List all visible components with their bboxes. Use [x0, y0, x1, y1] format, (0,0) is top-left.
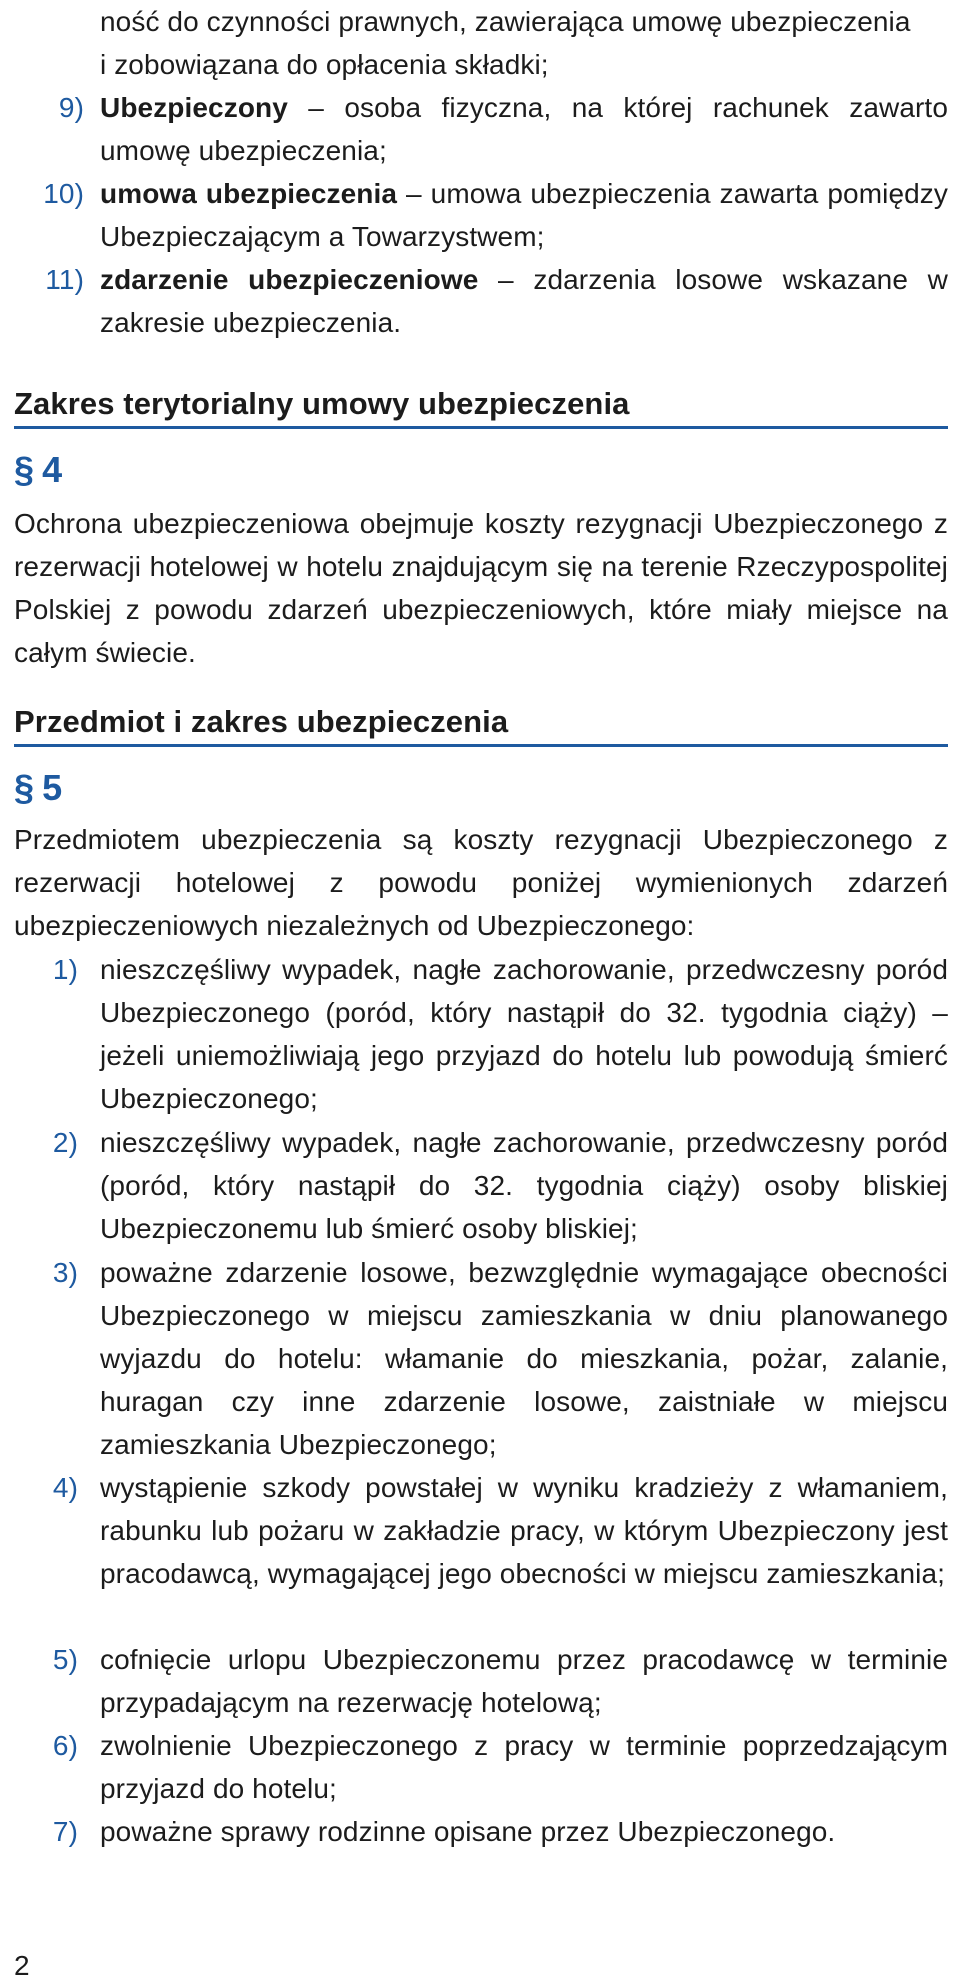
- section-paragraph-territorial: Ochrona ubezpieczeniowa obejmuje koszty rezygnacji Ubezpieczonego z rezerwacji hotelowej w hotelu znajdującym się na terenie Rzeczypospolitej Polskiej z powodu zdarzeń ubezpieczeniowych, które miały miejsce na całym świecie.: [14, 508, 948, 668]
- list-number: 2): [52, 1127, 78, 1158]
- definition-text: – zdarzenia losowe wskazane w zakresie ubezpieczenia.: [100, 264, 948, 338]
- list-text: poważne sprawy rodzinne opisane przez Ubezpieczonego.: [100, 1816, 836, 1847]
- section-mark-4: [14, 448, 62, 492]
- list-text: cofnięcie urlopu Ubezpieczonemu przez pracodawcę w terminie przypadającym na rezerwację hotelową;: [100, 1644, 948, 1718]
- list-text: wystąpienie szkody powstałej w wyniku kradzieży z włamaniem, rabunku lub pożaru w zakładzie pracy, w którym Ubezpieczony jest pracodawcą, wymagającej jego obecności w miejscu zamieszkania;: [100, 1472, 948, 1589]
- definition-text: – osoba fizyczna, na której rachunek zawarto umowę ubezpieczenia;: [100, 92, 948, 166]
- section-divider: [14, 426, 948, 429]
- list-text: nieszczęśliwy wypadek, nagłe zachorowanie, przedwczesny poród (poród, który nastąpił do 32. tygodnia ciąży) osoby bliskiej Ubezpieczonemu lub śmierć osoby bliskiej;: [100, 1127, 948, 1244]
- continuation-line-2: i zobowiązana do opłacenia składki;: [100, 49, 549, 80]
- definition-number: 10): [43, 178, 84, 209]
- section-number: 4: [42, 449, 63, 490]
- continuation-line-1: ność do czynności prawnych, zawierająca umowę ubezpieczenia: [100, 6, 911, 37]
- continuation-text: [100, 0, 948, 86]
- definition-term: umowa ubezpieczenia: [100, 178, 398, 209]
- section-divider: [14, 744, 948, 747]
- list-number: 3): [52, 1257, 78, 1288]
- list-text: poważne zdarzenie losowe, bezwzględnie wymagające obecności Ubezpieczonego w miejscu zamieszkania w dniu planowanego wyjazdu do hotelu: włamanie do mieszkania, pożar, zalanie, huragan czy inne zdarzenie losowe, zaistniałe w miejscu zamieszkania Ubezpieczonego;: [100, 1257, 948, 1460]
- section-heading-territorial: Zakres terytorialny umowy ubezpieczenia: [14, 386, 630, 421]
- definition-body: [100, 172, 948, 258]
- section-number: 5: [42, 767, 63, 808]
- definition-term: zdarzenie ubezpieczeniowe: [100, 264, 479, 295]
- list-text: nieszczęśliwy wypadek, nagłe zachorowanie, przedwczesny poród Ubezpieczonego (poród, który nastąpił do 32. tygodnia ciąży) – jeżeli uniemożliwiają jego przyjazd do hotelu lub powodują śmierć Ubezpieczonego;: [100, 954, 948, 1114]
- definition-text: – umowa ubezpieczenia zawarta pomiędzy Ubezpieczającym a Towarzystwem;: [100, 178, 949, 252]
- section-symbol: §: [14, 449, 35, 490]
- definition-number: 9): [58, 92, 84, 123]
- list-number: 1): [52, 954, 78, 985]
- definition-body: [100, 86, 948, 172]
- definition-number: 11): [45, 264, 84, 295]
- page-number: 2: [14, 1950, 30, 1981]
- list-number: 7): [52, 1816, 78, 1847]
- section-mark-5: [14, 766, 62, 810]
- list-number: 6): [52, 1730, 78, 1761]
- definition-body: [100, 258, 948, 344]
- list-number: 5): [52, 1644, 78, 1675]
- section-symbol: §: [14, 767, 35, 808]
- section-heading-subject: Przedmiot i zakres ubezpieczenia: [14, 704, 509, 739]
- definition-term: Ubezpieczony: [100, 92, 288, 123]
- list-text: zwolnienie Ubezpieczonego z pracy w terminie poprzedzającym przyjazd do hotelu;: [100, 1730, 948, 1804]
- list-number: 4): [52, 1472, 78, 1503]
- section-paragraph-subject: Przedmiotem ubezpieczenia są koszty rezygnacji Ubezpieczonego z rezerwacji hotelowej z powodu poniżej wymienionych zdarzeń ubezpieczeniowych niezależnych od Ubezpieczonego:: [14, 824, 948, 941]
